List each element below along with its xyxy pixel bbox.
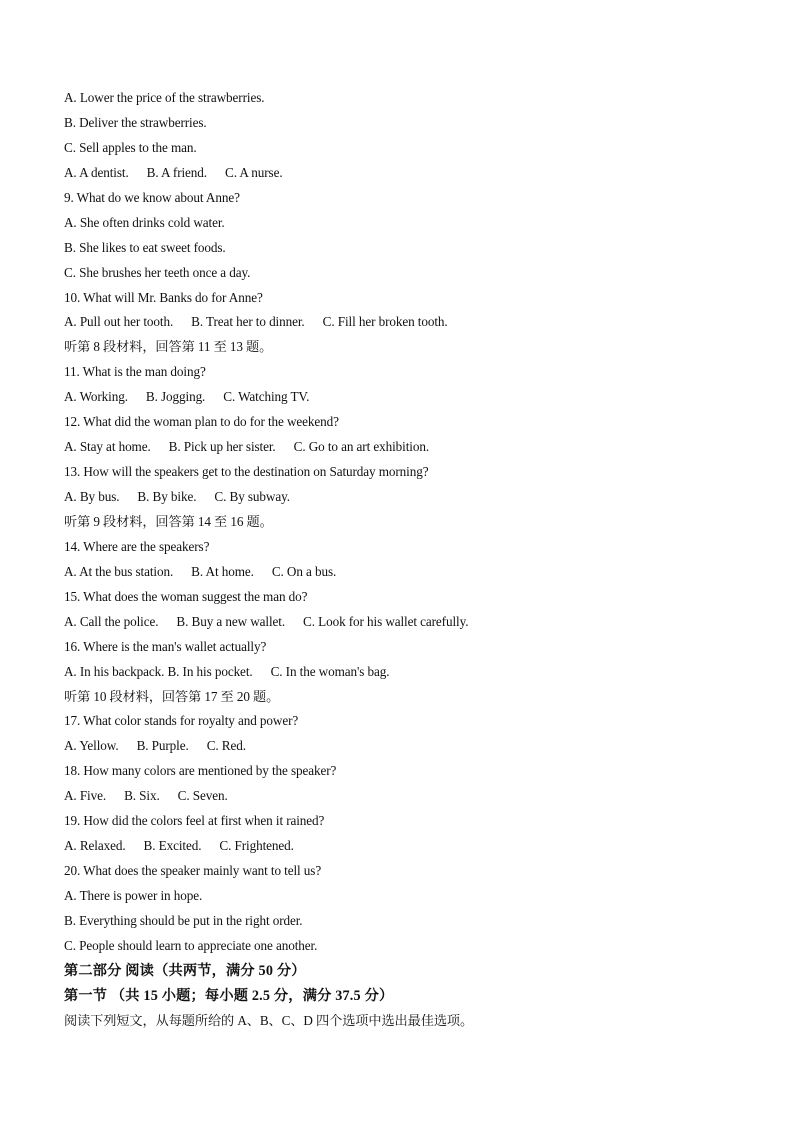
question-text: 11. What is the man doing? xyxy=(64,364,206,380)
answer-option: C. Go to an art exhibition. xyxy=(293,439,430,455)
question-text: 20. What does the speaker mainly want to tell us? xyxy=(64,863,322,879)
answer-option: A. By bus. xyxy=(64,489,120,504)
question-text: 9. What do we know about Anne? xyxy=(64,189,240,205)
answer-options-row xyxy=(64,310,744,335)
question-text: 14. Where are the speakers? xyxy=(64,538,210,554)
exam-page-content xyxy=(64,86,744,1034)
answer-option: C. Seven. xyxy=(177,788,228,804)
question-text: 17. What color stands for royalty and power? xyxy=(64,713,299,729)
answer-option: B. Buy a new wallet. xyxy=(176,613,286,629)
answer-options-row xyxy=(64,660,744,685)
answer-options-row xyxy=(64,435,744,460)
instruction-line: 听第 8 段材料，回答第 11 至 13 题。 xyxy=(64,339,273,355)
question-text: 16. Where is the man's wallet actually? xyxy=(64,638,267,654)
question-text: 18. How many colors are mentioned by the speaker? xyxy=(64,763,337,779)
answer-option: B. Treat her to dinner. xyxy=(191,314,305,330)
question-text: 12. What did the woman plan to do for the weekend? xyxy=(64,414,339,430)
answer-option: B. At home. xyxy=(191,563,254,579)
instruction-line: 听第 9 段材料，回答第 14 至 16 题。 xyxy=(64,513,273,529)
answer-option: A. Call the police. xyxy=(64,613,159,629)
answer-option: A. She often drinks cold water. xyxy=(64,214,225,230)
answer-options-row xyxy=(64,485,744,510)
answer-option: B. Deliver the strawberries. xyxy=(64,114,207,130)
answer-option: C. Sell apples to the man. xyxy=(64,139,197,155)
answer-option: A. Lower the price of the strawberries. xyxy=(64,90,265,105)
answer-option: A. Stay at home. xyxy=(64,439,151,455)
instruction-line: 听第 10 段材料，回答第 17 至 20 题。 xyxy=(64,688,280,704)
answer-options-row xyxy=(64,161,744,186)
answer-option: C. Frightened. xyxy=(219,838,294,854)
answer-options-row xyxy=(64,734,744,759)
answer-option: C. By subway. xyxy=(214,489,290,504)
question-text: 19. How did the colors feel at first when it rained? xyxy=(64,813,325,829)
answer-option: B. By bike. xyxy=(137,489,197,504)
answer-option: B. A friend. xyxy=(146,164,207,180)
question-text: 15. What does the woman suggest the man do? xyxy=(64,588,308,604)
answer-option: C. On a bus. xyxy=(271,563,337,579)
answer-option: A. Working. xyxy=(64,389,128,405)
answer-option: B. Purple. xyxy=(136,738,189,754)
section-heading: 第二部分 阅读（共两节，满分 50 分） xyxy=(64,962,306,979)
answer-option: A. There is power in hope. xyxy=(64,888,203,903)
answer-options-row xyxy=(64,560,744,585)
section-heading: 第一节 （共 15 小题；每小题 2.5 分，满分 37.5 分） xyxy=(64,987,394,1004)
answer-option: C. Watching TV. xyxy=(223,389,310,405)
instruction-line: 阅读下列短文，从每题所给的 A、B、C、D 四个选项中选出最佳选项。 xyxy=(64,1012,474,1028)
answer-options-row xyxy=(64,610,744,635)
answer-option: B. Jogging. xyxy=(145,389,206,405)
answer-options-row xyxy=(64,385,744,410)
answer-options-row xyxy=(64,784,744,809)
question-text: 13. How will the speakers get to the destination on Saturday morning? xyxy=(64,464,429,480)
answer-option: B. Excited. xyxy=(143,838,202,854)
answer-option: B. Everything should be put in the right order. xyxy=(64,912,303,928)
answer-option: C. Look for his wallet carefully. xyxy=(303,613,469,629)
question-text: 10. What will Mr. Banks do for Anne? xyxy=(64,289,263,305)
answer-option: B. Pick up her sister. xyxy=(168,439,276,455)
answer-option: B. Six. xyxy=(124,788,160,804)
answer-option: A. A dentist. xyxy=(64,164,129,180)
answer-option: C. She brushes her teeth once a day. xyxy=(64,264,251,280)
answer-option: C. A nurse. xyxy=(225,164,283,180)
answer-option: C. Fill her broken tooth. xyxy=(322,314,448,330)
answer-option: A. Pull out her tooth. xyxy=(64,314,174,330)
answer-option: A. Five. xyxy=(64,788,107,804)
answer-option: C. Red. xyxy=(206,738,246,754)
answer-options-row xyxy=(64,834,744,859)
answer-option: C. In the woman's bag. xyxy=(270,663,390,679)
answer-option: B. She likes to eat sweet foods. xyxy=(64,239,226,255)
answer-option: A. At the bus station. xyxy=(64,563,174,579)
answer-option: A. Relaxed. xyxy=(64,838,126,854)
answer-option: C. People should learn to appreciate one another. xyxy=(64,937,318,953)
answer-option: A. In his backpack. B. In his pocket. xyxy=(64,663,253,679)
answer-option: A. Yellow. xyxy=(64,738,119,754)
